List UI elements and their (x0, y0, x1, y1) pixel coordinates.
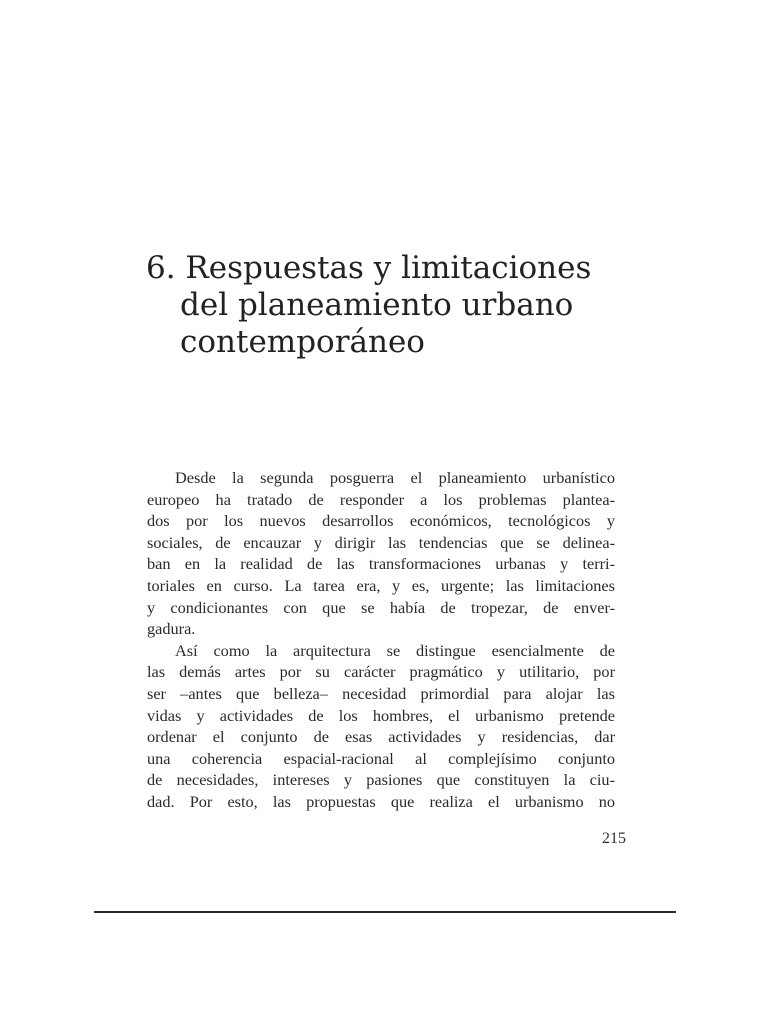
chapter-title (146, 250, 646, 361)
text-line: Así como la arquitectura se distingue esencialmente de (175, 640, 615, 660)
text-line: toriales en curso. La tarea era, y es, urgente; las limitaciones (147, 575, 615, 595)
text-line: dad. Por esto, las propuestas que realiza el urbanismo no (147, 791, 615, 811)
text-line: europeo ha tratado de responder a los problemas plantea- (147, 489, 615, 509)
text-line: gadura. (147, 619, 196, 639)
text-line: sociales, de encauzar y dirigir las tendencias que se delinea- (147, 532, 615, 552)
page-number: 215 (602, 830, 626, 847)
text-line: ordenar el conjunto de esas actividades y residencias, dar (147, 727, 615, 747)
body-text (147, 467, 615, 813)
text-line: dos por los nuevos desarrollos económicos, tecnológicos y (147, 511, 615, 531)
text-line: ser –antes que belleza– necesidad primordial para alojar las (147, 683, 615, 703)
text-line: Desde la segunda posguerra el planeamiento urbanístico (175, 468, 615, 487)
text-line: y condicionantes con que se había de tropezar, de enver- (147, 597, 615, 617)
text-line: vidas y actividades de los hombres, el urbanismo pretende (147, 705, 615, 725)
paragraph-2 (147, 640, 615, 813)
chapter-title-line: 6. Respuestas y limitaciones (146, 250, 592, 286)
paragraph-1 (147, 467, 615, 640)
chapter-title-line: contemporáneo (180, 324, 425, 360)
text-line: de necesidades, intereses y pasiones que constituyen la ciu- (147, 770, 615, 790)
bottom-rule (94, 911, 676, 913)
text-line: una coherencia espacial-racional al complejísimo conjunto (147, 748, 615, 768)
text-line: ban en la realidad de las transformaciones urbanas y terri- (147, 554, 615, 574)
text-line: las demás artes por su carácter pragmático y utilitario, por (147, 662, 615, 682)
chapter-title-line: del planeamiento urbano (180, 287, 574, 323)
